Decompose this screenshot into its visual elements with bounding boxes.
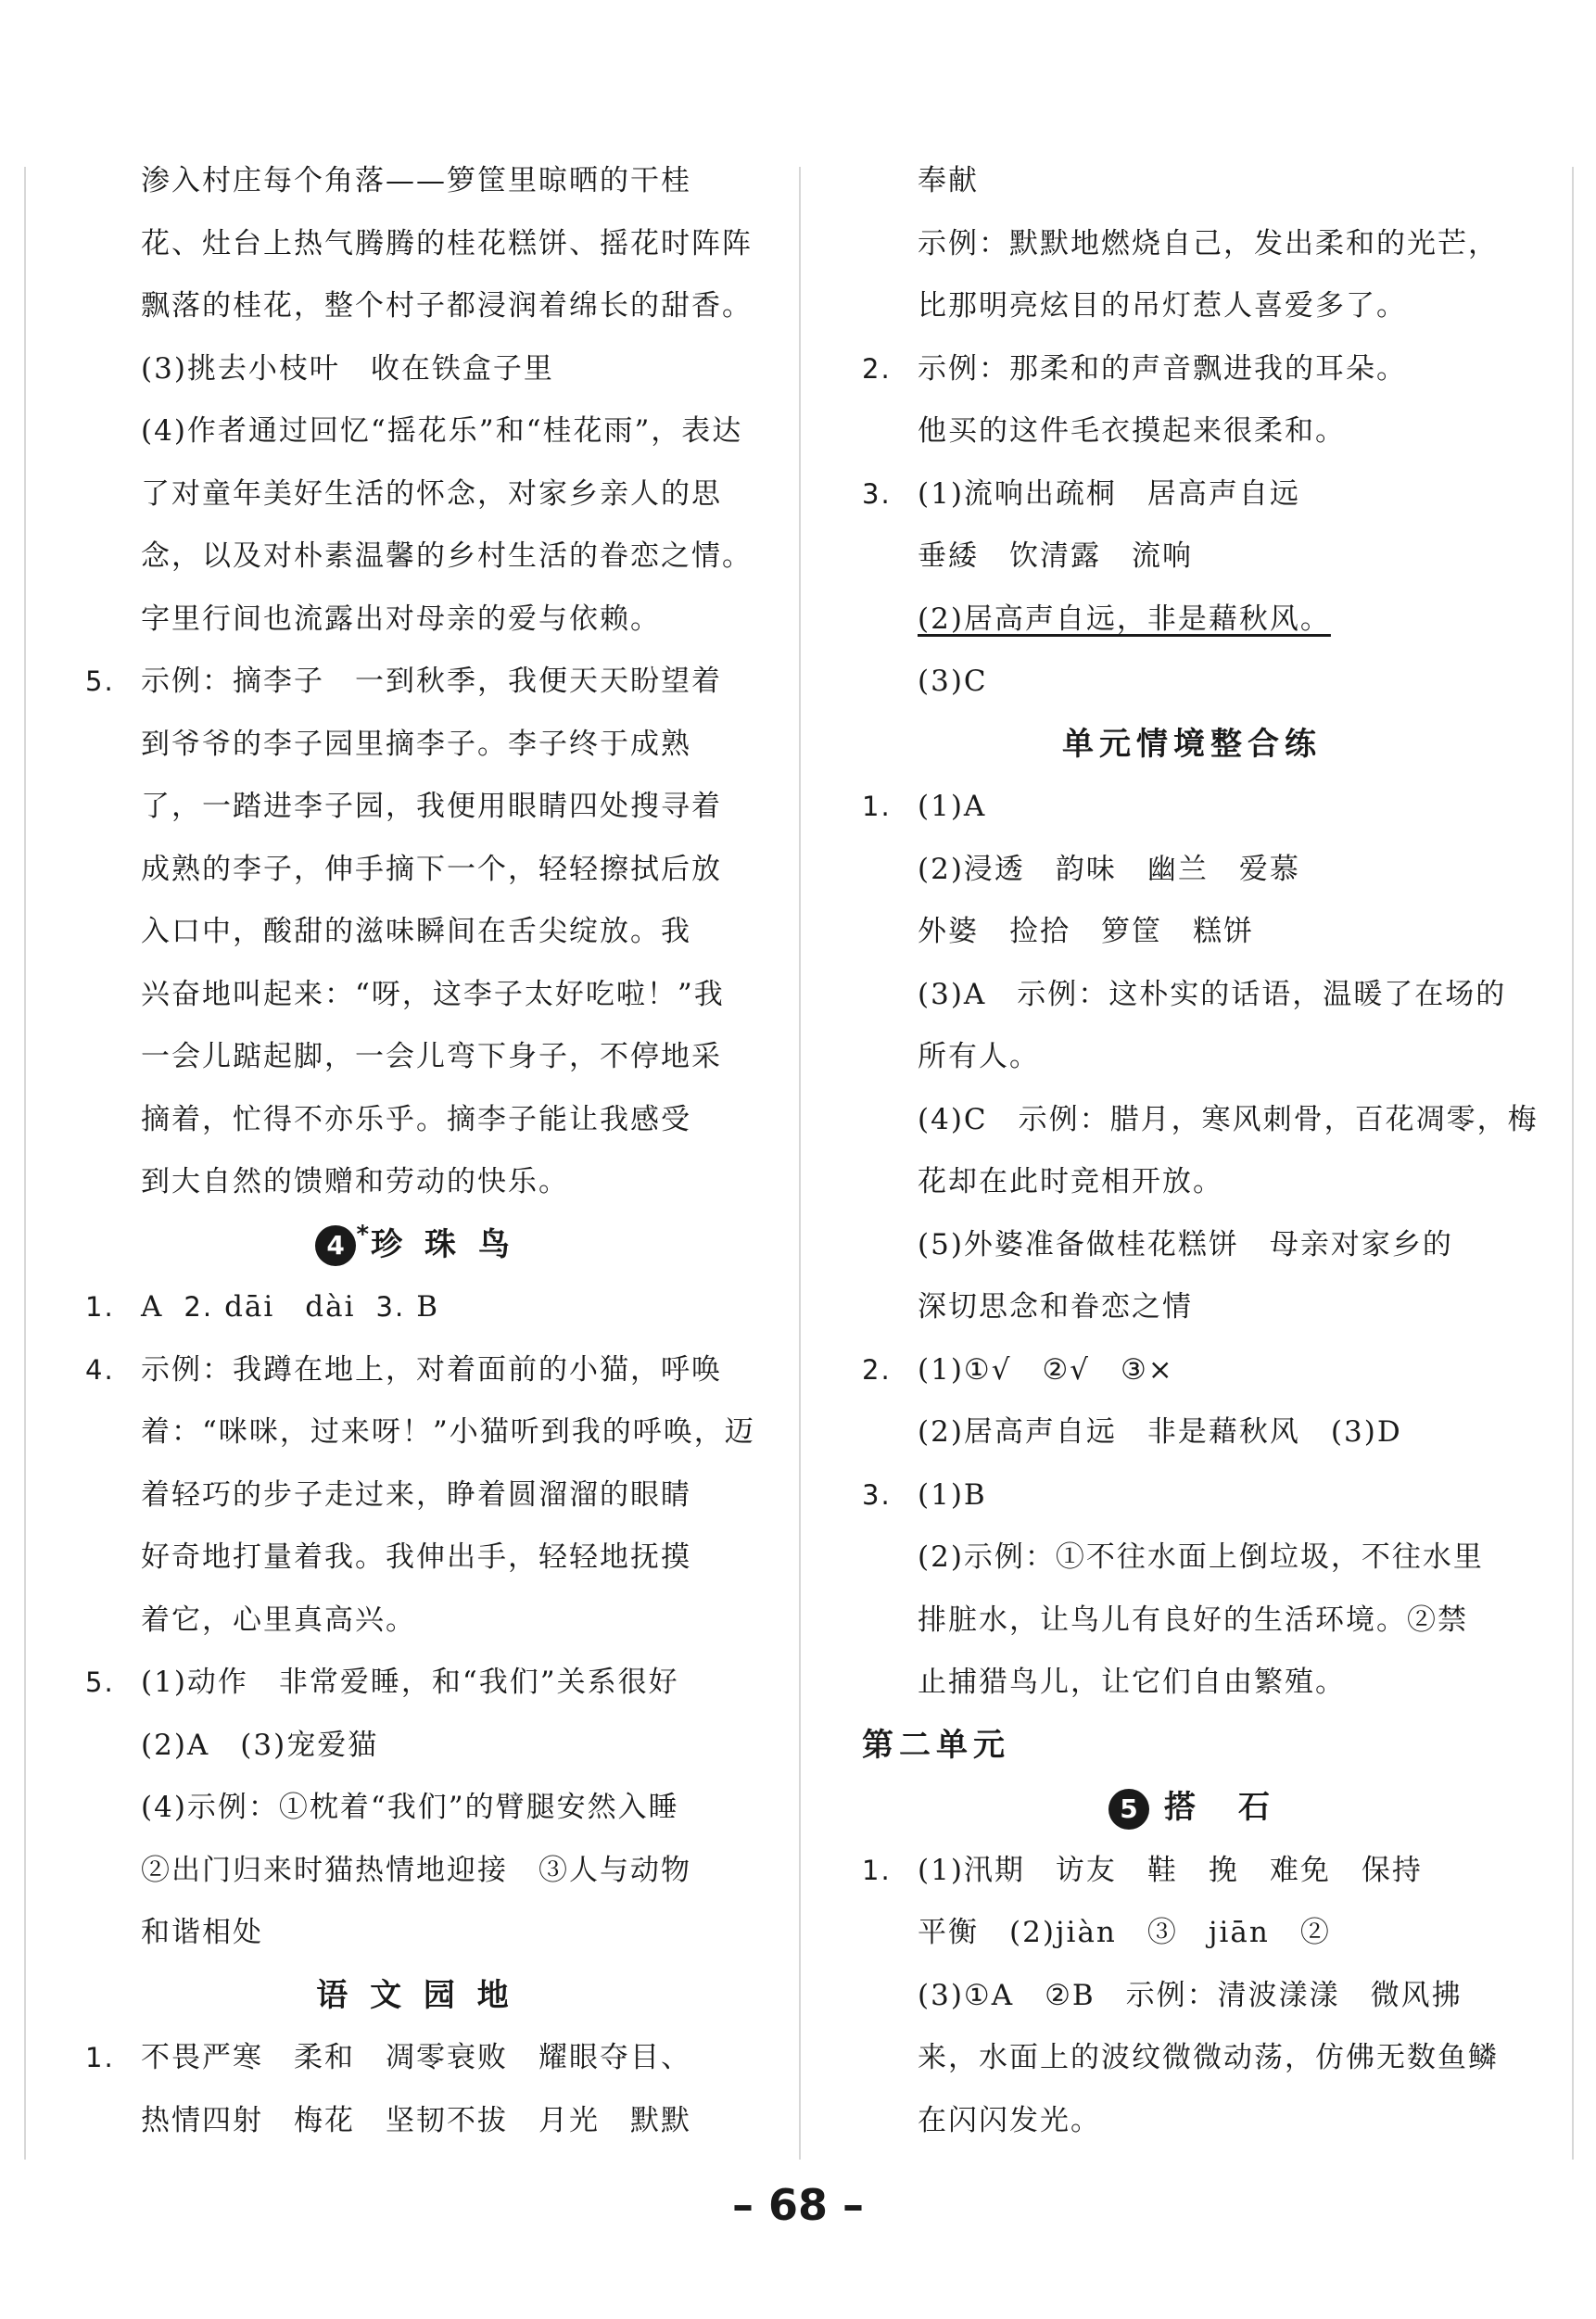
question-4: [85, 1339, 745, 1402]
text-line: (3)C: [918, 665, 988, 698]
text-line: 示例：那柔和的声音飘进我的耳朵。: [918, 351, 1407, 386]
text-line: 来，水面上的波纹微微动荡，仿佛无数鱼鳞: [918, 2041, 1499, 2074]
unit-question-3: [862, 1464, 1522, 1527]
text-line: (4)C 示例：腊月，寒风刺骨，百花凋零，梅: [918, 1102, 1539, 1136]
text-line: (2)居高声自远 非是藉秋风 (3)D: [918, 1415, 1402, 1449]
text-line: (1)①√ ②√ ③×: [918, 1352, 1174, 1387]
text-line: 平衡 (2)jiàn ③ jiān ②: [918, 1916, 1331, 1949]
text-line: (2)浸透 韵味 幽兰 爱慕: [918, 852, 1300, 886]
answers-1-3: 1. A 2. dāi dài 3. B: [85, 1276, 745, 1339]
text-line: [862, 589, 1522, 652]
text-line: (2)A (3)宠爱猫: [141, 1728, 379, 1762]
lesson-number-badge: 4 *: [315, 1225, 356, 1266]
text-line: 了，一踏进李子园，我便用眼睛四处搜寻着: [141, 790, 722, 823]
text-line: (1)流响出疏桐 居高声自远: [918, 476, 1300, 511]
text-line: 外婆 捡拾 箩筐 糕饼: [918, 915, 1254, 948]
question-number: 3.: [375, 1291, 406, 1323]
text-line: 花却在此时竞相开放。: [918, 1165, 1223, 1198]
question-number: 3.: [862, 1478, 892, 1511]
lesson-title: 搭 石: [1164, 1789, 1275, 1826]
text-line: 在闪闪发光。: [918, 2103, 1101, 2137]
lesson-title: 珍 珠 鸟: [371, 1225, 515, 1263]
text-line: 了对童年美好生活的怀念，对家乡亲人的思: [141, 476, 722, 511]
text-line: 好奇地打量着我。我伸出手，轻轻地抚摸: [141, 1540, 691, 1574]
text-line: (3)①A ②B 示例：清波漾漾 微风拂: [918, 1978, 1463, 2012]
text-line: 摘着，忙得不亦乐乎。摘李子能让我感受: [141, 1102, 691, 1136]
chinese-garden-heading: 语 文 园 地: [316, 1976, 514, 2014]
question-5: [85, 651, 745, 714]
text-line: 到大自然的馈赠和劳动的快乐。: [141, 1165, 569, 1198]
lesson-number-badge: 5: [1108, 1789, 1149, 1830]
text-line: 排脏水，让鸟儿有良好的生活环境。②禁: [918, 1603, 1468, 1637]
question-number: 5.: [85, 1666, 115, 1698]
text-line: 热情四射 梅花 坚韧不拔 月光 默默: [141, 2103, 691, 2137]
text-line: 他买的这件毛衣摸起来很柔和。: [918, 414, 1346, 448]
text-line: 成熟的李子，伸手摘下一个，轻轻擦拭后放: [141, 852, 722, 886]
text-line: (5)外婆准备做桂花糕饼 母亲对家乡的: [918, 1227, 1453, 1261]
text-line: 垂緌 饮清露 流响: [918, 539, 1193, 573]
text-line: 渗入村庄每个角落——箩筐里晾晒的干桂: [141, 164, 691, 197]
question-number: 1.: [85, 2042, 115, 2073]
text-line: 着轻巧的步子走过来，睁着圆溜溜的眼睛: [141, 1477, 691, 1512]
text-line: (1)汛期 访友 鞋 挽 难免 保持: [918, 1853, 1423, 1887]
lesson5-question-1: [862, 1840, 1522, 1903]
text-line: (1)A: [918, 790, 987, 823]
right-column: [862, 150, 1539, 2152]
text-line: 一会儿踮起脚，一会儿弯下身子，不停地采: [141, 1040, 722, 1073]
text-line: 花、灶台上热气腾腾的桂花糕饼、摇花时阵阵: [141, 226, 753, 260]
text-line: (3)A 示例：这朴实的话语，温暖了在场的: [918, 977, 1507, 1011]
page-number: – 68 –: [731, 2180, 865, 2230]
garden-question-1: [85, 2027, 745, 2090]
text-line: 飘落的桂花，整个村子都浸润着绵长的甜香。: [141, 289, 753, 323]
text-line: 奉献: [918, 164, 979, 197]
text-line: 示例：摘李子 一到秋季，我便天天盼望着: [141, 665, 722, 698]
question-number: 5.: [85, 665, 115, 697]
question-2: [862, 338, 1522, 401]
question-number: 3.: [862, 477, 892, 510]
text-line: 深切思念和眷恋之情: [918, 1290, 1193, 1324]
question-number: 2.: [862, 352, 892, 385]
text-line: 止捕猎鸟儿，让它们自由繁殖。: [918, 1666, 1346, 1699]
text-line: (4)示例：①枕着“我们”的臂腿安然入睡: [141, 1791, 679, 1824]
text-line: 字里行间也流露出对母亲的爱与依赖。: [141, 602, 661, 636]
question-3: [862, 463, 1522, 526]
text-line: 示例：默默地燃烧自己，发出柔和的光芒，: [918, 226, 1499, 260]
text-line: 到爷爷的李子园里摘李子。李子终于成熟: [141, 727, 691, 761]
question-number: 1.: [862, 1854, 892, 1886]
unit-question-2: [862, 1339, 1522, 1402]
unit-practice-heading: 单元情境整合练: [1062, 725, 1322, 763]
text-line: (2)示例：①不往水面上倒垃圾，不往水里: [918, 1540, 1484, 1574]
text-line: 和谐相处: [141, 1916, 263, 1949]
question-number: 2.: [862, 1353, 892, 1386]
text-line: (1)B: [918, 1477, 987, 1512]
lesson-5-heading: [862, 1777, 1522, 1840]
question-5b: [85, 1652, 745, 1715]
lesson-4-heading: [85, 1214, 745, 1277]
unit-question-1: [862, 776, 1522, 839]
question-number: 2.: [184, 1291, 214, 1323]
left-column: [85, 150, 755, 2152]
text-line: 入口中，酸甜的滋味瞬间在舌尖绽放。我: [141, 915, 691, 948]
unit-2-heading: 第二单元: [862, 1726, 1010, 1764]
question-number: 1.: [862, 791, 892, 822]
text-line: 示例：我蹲在地上，对着面前的小猫，呼唤: [141, 1352, 722, 1387]
text-line: 比那明亮炫目的吊灯惹人喜爱多了。: [918, 289, 1407, 323]
text-line: (4)作者通过回忆“摇花乐”和“桂花雨”，表达: [141, 414, 743, 448]
column-divider-line: [799, 167, 801, 2160]
left-margin-line: [24, 167, 26, 2160]
text-line: 兴奋地叫起来：“呀，这李子太好吃啦！”我: [141, 977, 725, 1011]
question-number: 4.: [85, 1353, 115, 1386]
text-line: 不畏严寒 柔和 凋零衰败 耀眼夺目、: [141, 2041, 691, 2074]
text-line: (1)动作 非常爱睡，和“我们”关系很好: [141, 1666, 679, 1699]
text-line: 所有人。: [918, 1040, 1040, 1073]
text-line: 念，以及对朴素温馨的乡村生活的眷恋之情。: [141, 539, 753, 573]
text-line: ②出门归来时猫热情地迎接 ③人与动物: [141, 1853, 691, 1887]
right-margin-line: [1572, 167, 1574, 2160]
underlined-answer: (2)居高声自远，非是藉秋风。: [918, 602, 1331, 636]
question-number: 1.: [85, 1291, 115, 1323]
text-line: 着它，心里真高兴。: [141, 1603, 416, 1637]
text-line: 着：“咪咪，过来呀！”小猫听到我的呼唤，迈: [141, 1415, 755, 1449]
text-line: (3)挑去小枝叶 收在铁盒子里: [141, 351, 554, 386]
